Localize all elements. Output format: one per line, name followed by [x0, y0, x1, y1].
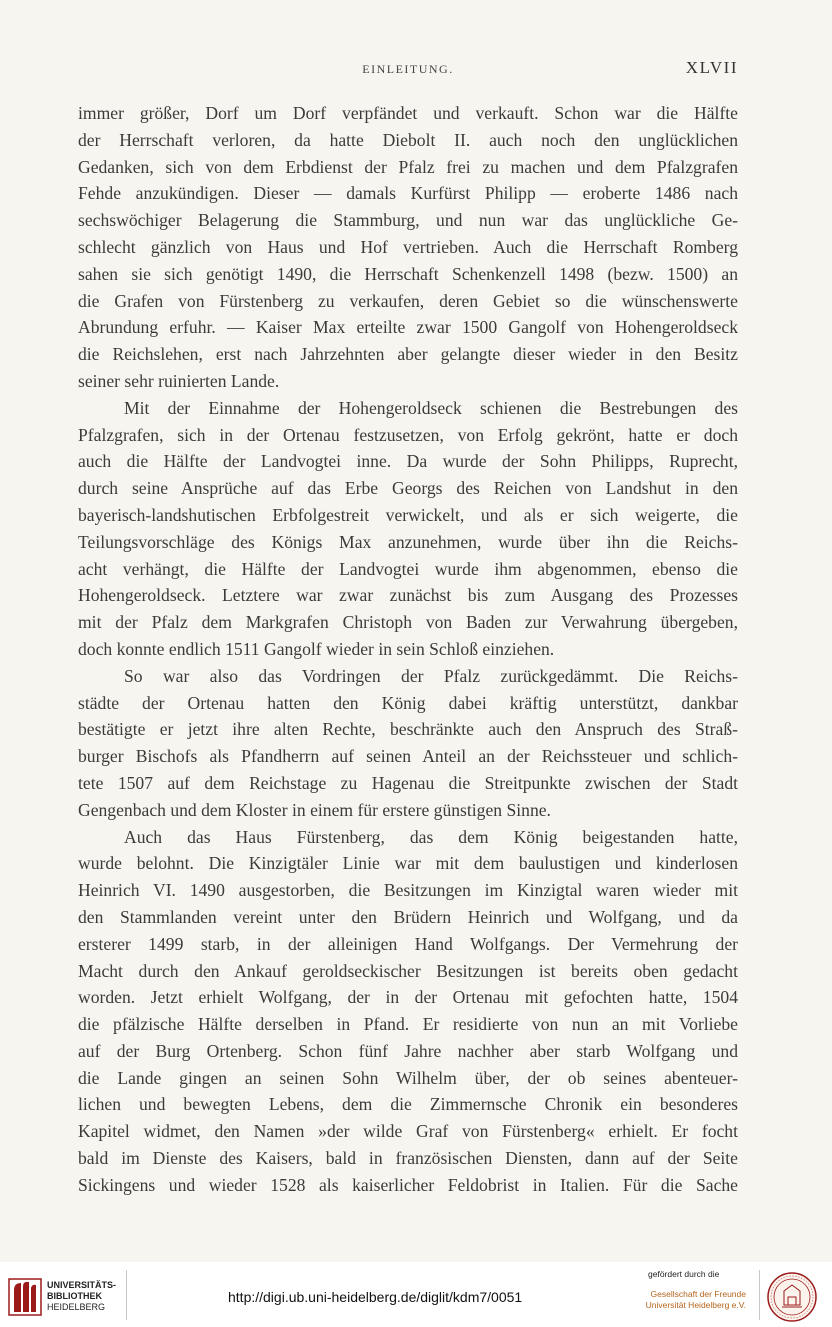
university-seal-icon: [766, 1271, 818, 1323]
text-line: schlecht gänzlich von Haus und Hof vertrieben. Auch die Herrschaft Romberg: [78, 236, 738, 257]
text-line: den Stammlanden vereint unter den Brüdern Heinrich und Wolfgang, und da: [78, 906, 738, 927]
text-line: die Grafen von Fürstenberg zu verkaufen, deren Gebiet so die wünschenswerte: [78, 290, 738, 311]
text-line: acht verhängt, die Hälfte der Landvogtei wurde ihm abgenommen, ebenso die: [78, 558, 738, 579]
paragraph-2: [78, 395, 738, 663]
text-line: tete 1507 auf dem Reichstage zu Hagenau die Streitpunkte zwischen der Stadt: [78, 772, 738, 793]
sponsor-name: [646, 1289, 746, 1311]
text-line: auf der Burg Ortenberg. Schon fünf Jahre nachher aber starb Wolfgang und: [78, 1040, 738, 1061]
text-line: immer größer, Dorf um Dorf verpfändet und verkauft. Schon war die Hälfte: [78, 103, 738, 123]
library-name-line: HEIDELBERG: [47, 1302, 106, 1312]
sponsor-name-line: Universität Heidelberg e.V.: [645, 1300, 746, 1310]
library-name-line: UNIVERSITÄTS-: [47, 1280, 117, 1290]
text-line: die Lande gingen an seinen Sohn Wilhelm über, der ob seines abenteuer-: [78, 1067, 738, 1088]
text-line: mit der Pfalz dem Markgrafen Christoph von Baden zur Verwahrung übergeben,: [78, 612, 738, 633]
paragraph-4: [78, 824, 738, 1199]
running-title: EINLEITUNG.: [362, 62, 454, 76]
text-line: auch die Hälfte der Landvogtei inne. Da wurde der Sohn Philipps, Ruprecht,: [78, 451, 738, 472]
text-line: Macht durch den Ankauf geroldseckischer Besitzungen ist bereits oben gedacht: [78, 960, 738, 981]
library-name-line: BIBLIOTHEK: [47, 1291, 102, 1301]
text-line: Mit der Einnahme der Hohengeroldseck schienen die Bestrebungen des: [124, 397, 738, 418]
text-line: städte der Ortenau hatten den König dabei kräftig unterstützt, dankbar: [78, 692, 738, 713]
text-line: seiner sehr ruinierten Lande.: [78, 370, 280, 391]
text-line: Hohengeroldseck. Letztere war zwar zunächst bis zum Ausgang des Prozesses: [78, 585, 738, 606]
text-line: Auch das Haus Fürstenberg, das dem König beigestanden hatte,: [124, 826, 738, 847]
text-line: worden. Jetzt erhielt Wolfgang, der in der Ortenau mit gefochten hatte, 1504: [78, 987, 738, 1008]
paragraph-3: [78, 663, 738, 824]
text-line: wurde belohnt. Die Kinzigtäler Linie war mit dem baulustigen und kinderlosen: [78, 853, 738, 874]
text-line: Gengenbach und dem Kloster in einem für erstere günstigen Sinne.: [78, 799, 551, 820]
paragraph-1: [78, 100, 738, 395]
text-line: ersterer 1499 starb, in der alleinigen Hand Wolfgangs. Der Vermehrung der: [78, 933, 738, 954]
text-line: Pfalzgrafen, sich in der Ortenau festzusetzen, von Erfolg gekrönt, hatte er doch: [78, 424, 738, 445]
text-line: sahen sie sich genötigt 1490, die Herrschaft Schenkenzell 1498 (bezw. 1500) an: [78, 263, 738, 284]
text-line: bestätigte er jetzt ihre alten Rechte, beschränkte auch den Anspruch des Straß-: [78, 719, 738, 740]
page-number: XLVII: [685, 58, 738, 77]
footer-divider: [126, 1270, 127, 1320]
page-header: [78, 58, 738, 82]
footer-divider: [759, 1270, 760, 1320]
text-line: Heinrich VI. 1490 ausgestorben, die Besitzungen im Kinzigtal waren wieder mit: [78, 880, 738, 901]
permalink-url[interactable]: http://digi.ub.uni-heidelberg.de/diglit/kdm7/0051: [228, 1289, 523, 1305]
footer-bar: [0, 1262, 832, 1327]
sponsor-name-line: Gesellschaft der Freunde: [650, 1289, 746, 1299]
library-logo-icon: [8, 1278, 42, 1316]
text-line: durch seine Ansprüche auf das Erbe Georgs des Reichen von Landshut in den: [78, 478, 738, 499]
text-line: burger Bischofs als Pfandherrn auf seinen Anteil an der Reichssteuer und schlich-: [78, 746, 738, 767]
text-line: Fehde anzukündigen. Dieser — damals Kurfürst Philipp — eroberte 1486 nach: [78, 183, 738, 204]
text-line: sechswöchiger Belagerung die Stammburg, und nun war das unglückliche Ge-: [78, 210, 738, 231]
text-line: So war also das Vordringen der Pfalz zurückgedämmt. Die Reichs-: [124, 665, 738, 686]
text-line: Abrundung erfuhr. — Kaiser Max erteilte zwar 1500 Gangolf von Hohengeroldseck: [78, 317, 738, 338]
text-line: bayerisch-landshutischen Erbfolgestreit verwickelt, und als er sich weigerte, die: [78, 504, 738, 525]
text-line: Gedanken, sich von dem Erbdienst der Pfalz frei zu machen und dem Pfalzgrafen: [78, 156, 738, 177]
text-line: Sickingens und wieder 1528 als kaiserlicher Feldobrist in Italien. Für die Sache: [78, 1174, 738, 1195]
text-line: die pfälzische Hälfte derselben in Pfand. Er residierte von nun an mit Vorliebe: [78, 1014, 738, 1035]
text-line: die Reichslehen, erst nach Jahrzehnten aber gelangte dieser wieder in den Besitz: [78, 344, 738, 365]
text-line: Teilungsvorschläge des Königs Max anzunehmen, wurde über ihn die Reichs-: [78, 531, 738, 552]
text-line: der Herrschaft verloren, da hatte Diebolt II. auch noch den unglücklichen: [78, 129, 738, 150]
text-line: lichen und bewegten Lebens, dem die Zimmernsche Chronik ein besonderes: [78, 1094, 738, 1115]
text-line: bald im Dienste des Kaisers, bald in französischen Diensten, dann auf der Seite: [78, 1148, 738, 1169]
text-line: Kapitel widmet, den Namen »der wilde Graf von Fürstenberg« erhielt. Er focht: [78, 1121, 738, 1142]
body-text: [78, 100, 738, 1199]
library-name: [47, 1280, 116, 1313]
text-line: doch konnte endlich 1511 Gangolf wieder in sein Schloß einziehen.: [78, 638, 555, 659]
sponsor-caption: gefördert durch die: [648, 1269, 720, 1279]
